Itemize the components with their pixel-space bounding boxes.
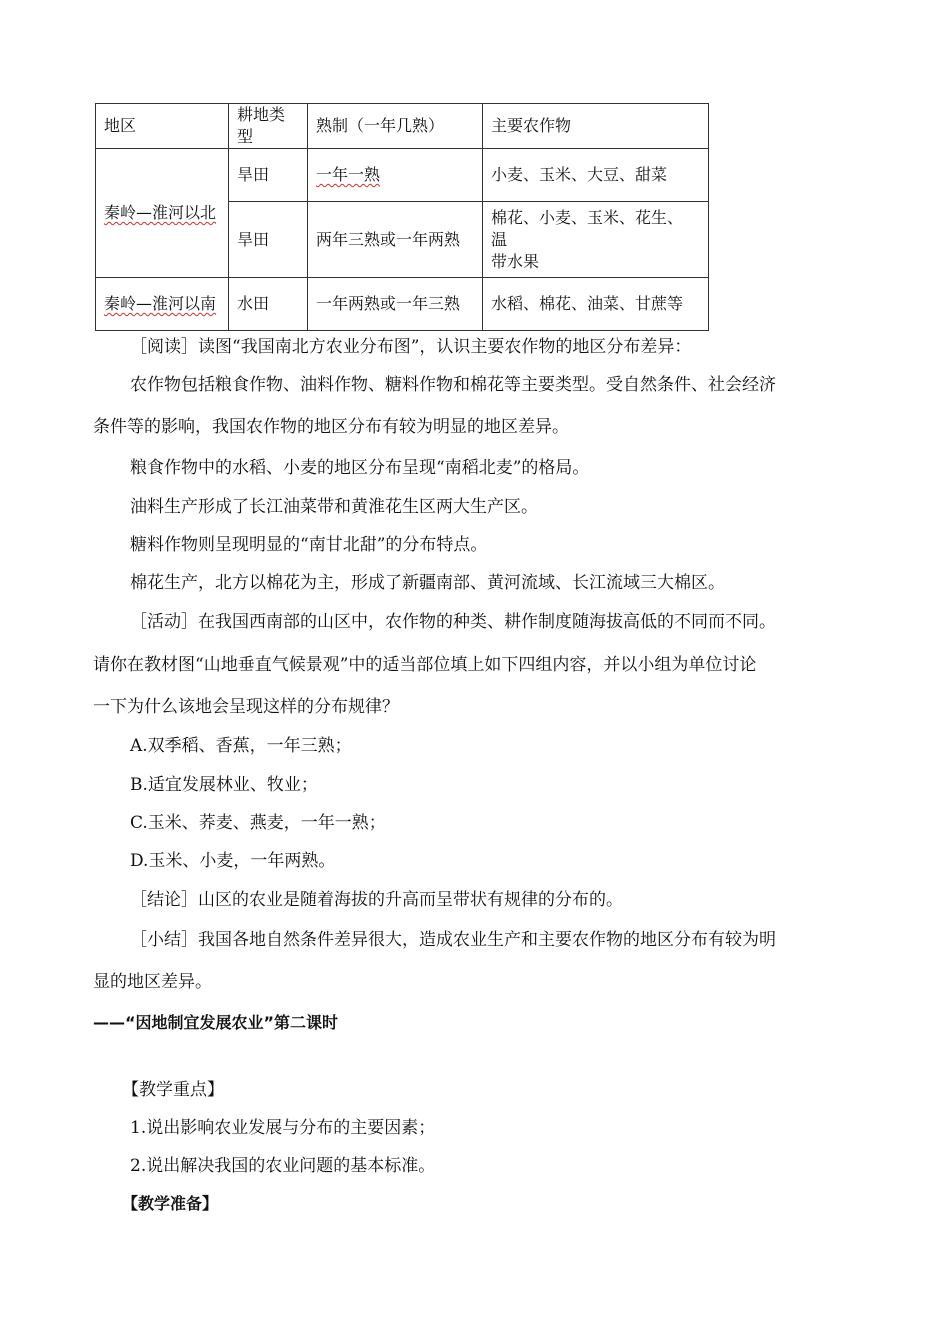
option-b: B.适宜发展林业、牧业； (130, 775, 318, 795)
region-south: 秦岭—淮河以南 (96, 278, 229, 331)
crops-cell: 水稻、棉花、油菜、甘蔗等 (483, 278, 709, 331)
reading-paragraph: ［阅读］读图“我国南北方农业分布图”，认识主要农作物的地区分布差异： (130, 337, 692, 357)
crops-cell (483, 202, 709, 278)
activity-paragraph-line1: ［活动］在我国西南部的山区中，农作物的种类、耕作制度随海拔高低的不同而不同。 (130, 612, 776, 632)
crops-paragraph-line2: 条件等的影响，我国农作物的地区分布有较为明显的地区差异。 (93, 417, 569, 437)
cotton-paragraph: 棉花生产，北方以棉花为主，形成了新疆南部、黄河流域、长江流域三大棉区。 (130, 573, 725, 593)
cropping-system-cell: 一年两熟或一年三熟 (308, 278, 483, 331)
grain-paragraph: 粮食作物中的水稻、小麦的地区分布呈现“南稻北麦”的格局。 (130, 458, 590, 478)
header-main-crops: 主要农作物 (483, 104, 709, 149)
teaching-prep-heading: 【教学准备】 (122, 1194, 219, 1213)
activity-paragraph-line2: 请你在教材图“山地垂直气候景观”中的适当部位填上如下四组内容，并以小组为单位讨论 (93, 655, 757, 675)
teaching-focus-item: 1.说出影响农业发展与分布的主要因素； (130, 1118, 436, 1138)
crops-line: 带水果 (491, 251, 540, 271)
summary-paragraph-line1: ［小结］我国各地自然条件差异很大，造成农业生产和主要农作物的地区分布有较为明 (130, 930, 776, 950)
header-region: 地区 (96, 104, 229, 149)
land-type-cell: 旱田 (229, 202, 308, 278)
cropping-system-cell: 两年三熟或一年两熟 (308, 202, 483, 278)
header-cropping-system: 熟制（一年几熟） (308, 104, 483, 149)
header-land-type: 耕地类型 (229, 104, 308, 149)
summary-paragraph-line2: 显的地区差异。 (93, 972, 212, 992)
crops-paragraph-line1: 农作物包括粮食作物、油料作物、糖料作物和棉花等主要类型。受自然条件、社会经济 (130, 375, 776, 395)
crop-distribution-table (95, 103, 709, 331)
lesson-title: ——“因地制宜发展农业”第二课时 (93, 1013, 339, 1032)
option-c: C.玉米、荞麦、燕麦，一年一熟； (130, 813, 386, 833)
option-d: D.玉米、小麦，一年两熟。 (130, 851, 336, 871)
table-row (96, 278, 709, 331)
teaching-focus-heading: 【教学重点】 (122, 1080, 224, 1100)
crops-line: 温 (491, 229, 508, 249)
conclusion-paragraph: ［结论］山区的农业是随着海拔的升高而呈带状有规律的分布的。 (130, 890, 623, 910)
oil-paragraph: 油料生产形成了长江油菜带和黄淮花生区两大生产区。 (130, 497, 538, 517)
land-type-cell: 旱田 (229, 149, 308, 202)
table-row (96, 149, 709, 202)
crops-cell: 小麦、玉米、大豆、甜菜 (483, 149, 709, 202)
teaching-focus-item: 2.说出解决我国的农业问题的基本标准。 (130, 1156, 436, 1176)
cropping-system-cell: 一年一熟 (308, 149, 483, 202)
crops-line: 棉花、小麦、玉米、花生、 (491, 207, 684, 227)
land-type-cell: 水田 (229, 278, 308, 331)
sugar-paragraph: 糖料作物则呈现明显的“南甘北甜”的分布特点。 (130, 535, 488, 555)
option-a: A.双季稻、香蕉，一年三熟； (130, 736, 352, 756)
activity-paragraph-line3: 一下为什么该地会呈现这样的分布规律？ (93, 697, 399, 717)
region-north: 秦岭—淮河以北 (96, 149, 229, 278)
table-header-row (96, 104, 709, 149)
